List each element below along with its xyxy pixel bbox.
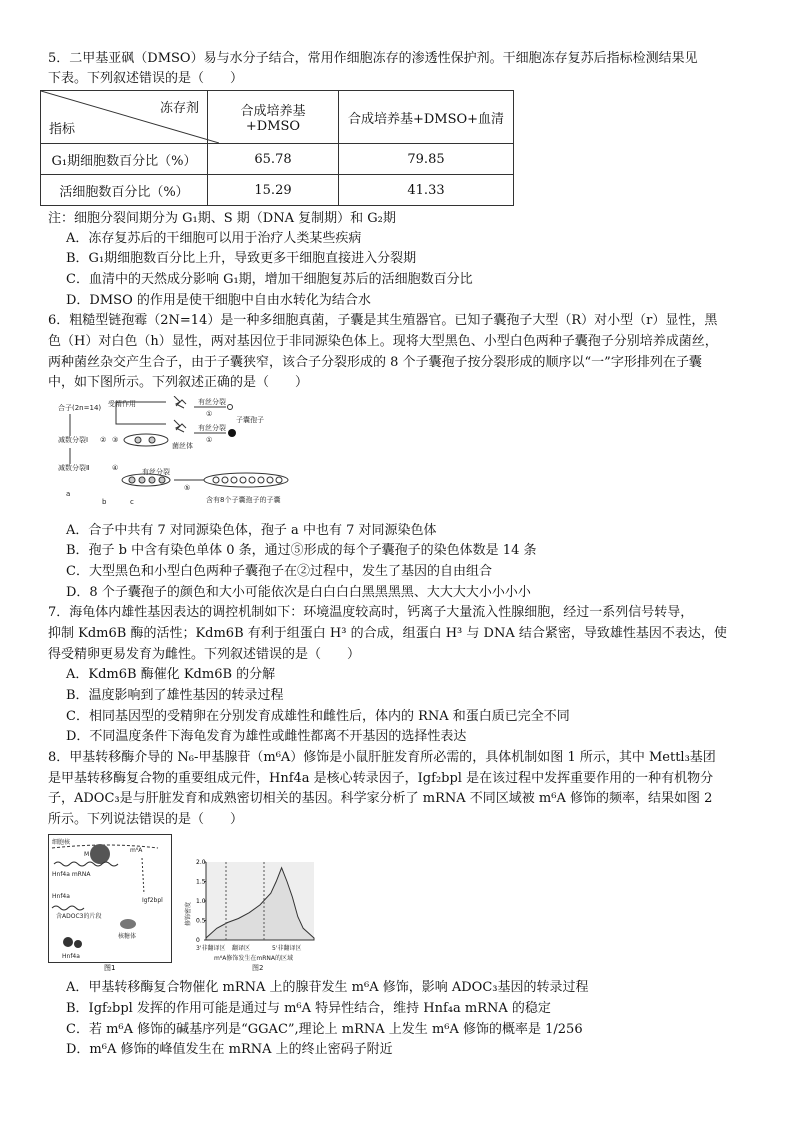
hnf4a-bottom-label: Hnf4a: [62, 953, 80, 960]
y-tick-label: 2.0: [196, 859, 206, 866]
q5-stem-line1: 5．二甲基亚砜（DMSO）易与水分子结合，常用作细胞冻存的渗透性保护剂。干细胞冻存复苏后指标检测结果见: [48, 51, 698, 66]
hnf4a-label: Hnf4a: [52, 893, 70, 900]
q5-stem-line2: 下表。下列叙述错误的是（ ）: [48, 71, 244, 86]
white-spore-icon: [228, 405, 233, 410]
table-row: [41, 144, 514, 175]
q5-option-a[interactable]: A．冻存复苏后的干细胞可以用于治疗人类某些疾病: [66, 231, 362, 246]
q6-stem-line1: 6．粗糙型链孢霉（2N=14）是一种多细胞真菌，子囊是其生殖器官。已知子囊孢子大型（R）对小型（r）显性，黑: [48, 313, 718, 328]
q8-stem-line4: 所示。下列说法错误的是（ ）: [48, 812, 244, 827]
x-category-label: 翻译区: [232, 945, 251, 952]
spore-b-label: b: [102, 498, 107, 506]
step-1-label: ①: [206, 436, 213, 444]
q6-stem-line3: 两种菌丝杂交产生合子，由于子囊狭窄，该合子分裂形成的 8 个子囊孢子按分裂形成的顺序以“一”字形排列在子囊: [48, 355, 702, 370]
spore-a-label: a: [66, 490, 71, 498]
ribosome-label: 核糖体: [118, 933, 137, 940]
mitosis-label: 有丝分裂: [198, 398, 226, 406]
figure2-caption: 图2: [252, 964, 264, 972]
protein-icon: [63, 937, 73, 947]
table-row-label: G₁期细胞数百分比（%）: [41, 144, 208, 175]
q6-lifecycle-diagram: [56, 396, 296, 514]
q6-option-d[interactable]: D．8 个子囊孢子的颜色和大小可能依次是白白白白黑黑黑黑、大大大大小小小小: [66, 585, 531, 600]
y-tick-label: 0.5: [196, 917, 206, 925]
corner-header-top: 冻存剂: [159, 101, 199, 116]
ascus-8-label: 含有8个子囊孢子的子囊: [206, 496, 281, 504]
y-tick-label: 1.0: [196, 898, 206, 905]
step-3-label: ③: [112, 436, 119, 444]
spore-c-label: c: [130, 498, 134, 506]
y-axis-label: 修饰密度: [185, 901, 192, 926]
q8-figure1-mechanism: [48, 834, 172, 972]
ribosome-icon: [120, 919, 136, 929]
step-1-label: ①: [206, 410, 213, 418]
table-cell: 79.85: [339, 144, 514, 175]
q5-table: [40, 90, 514, 206]
q7-option-a[interactable]: A．Kdm6B 酶催化 Kdm6B 的分解: [66, 667, 276, 682]
m6a-label: m⁶A: [130, 847, 143, 854]
q8-stem-line3: 子，ADOC₃是与肝脏发育和成熟密切相关的基因。科学家分析了 mRNA 不同区域被 m⁶A 修饰的频率，结果如图 2: [48, 791, 713, 806]
table-cell: 15.29: [208, 175, 339, 206]
figure1-caption: 图1: [104, 964, 116, 972]
q8-stem-line1: 8．甲基转移酶介导的 N₆-甲基腺苷（m⁶A）修饰是小鼠肝脏发育所必需的，具体机制如图 1 所示，其中 Mettl₃基团: [48, 750, 716, 765]
q6-option-b[interactable]: B．孢子 b 中含有染色单体 0 条，通过⑤形成的每个子囊孢子的染色体数是 14 条: [66, 543, 537, 558]
hyphae-label: 菌丝体: [172, 442, 193, 450]
igf2bpl-label: Igf2bpl: [142, 897, 163, 904]
hnf4a-mrna-label: Hnf4a mRNA: [52, 871, 91, 878]
m-label: M: [84, 851, 90, 858]
fertilization-label: 受精作用: [108, 400, 136, 408]
x-category-label: 5'非翻译区: [272, 945, 302, 952]
q5-note: 注：细胞分裂间期分为 G₁期、S 期（DNA 复制期）和 G₂期: [48, 211, 396, 226]
q6-option-c[interactable]: C．大型黑色和小型白色两种子囊孢子在②过程中，发生了基因的自由组合: [66, 564, 492, 579]
nucleus-label: 细胞核: [52, 839, 71, 846]
ascus-shape: [124, 434, 168, 446]
q8-option-a[interactable]: A．甲基转移酶复合物催化 mRNA 上的腺苷发生 m⁶A 修饰，影响 ADOC₃基因的转录过程: [66, 980, 589, 995]
q8-option-c[interactable]: C．若 m⁶A 修饰的碱基序列是“GGAC”,理论上 mRNA 上发生 m⁶A 修饰的概率是 1/256: [66, 1022, 583, 1037]
x-axis-label: m⁶A修饰发生在mRNA的区域: [214, 955, 293, 962]
q6-option-a[interactable]: A．合子中共有 7 对同源染色体，孢子 a 中也有 7 对同源染色体: [66, 523, 437, 538]
table-row: [41, 175, 514, 206]
methyltransferase-complex-icon: [90, 844, 110, 864]
mitosis-label: 有丝分裂: [142, 468, 170, 476]
q8-option-b[interactable]: B．Igf₂bpl 发挥的作用可能是通过与 m⁶A 特异性结合，维持 Hnf₄a mRNA 的稳定: [66, 1001, 551, 1016]
x-category-label: 3'非翻译区: [196, 945, 226, 952]
adoc3-fragment-label: 含ADOC3的片段: [56, 913, 102, 920]
table-corner-cell: [41, 91, 208, 144]
q7-option-b[interactable]: B．温度影响到了雄性基因的转录过程: [66, 688, 284, 703]
q5-option-b[interactable]: B．G₁期细胞数百分比上升，导致更多干细胞直接进入分裂期: [66, 251, 417, 266]
step-4-label: ④: [112, 464, 119, 472]
spore-label: 子囊孢子: [236, 416, 264, 424]
table-cell: 65.78: [208, 144, 339, 175]
q8-figure2-chart: [176, 856, 326, 974]
protein-icon: [74, 940, 82, 948]
q7-option-d[interactable]: D．不同温度条件下海龟发育为雄性或雌性都离不开基因的选择性表达: [66, 729, 467, 744]
q7-stem-line3: 得受精卵更易发育为雌性。下列叙述错误的是（ ）: [48, 647, 361, 662]
black-spore-icon: [228, 429, 236, 437]
meiosis2-label: 减数分裂Ⅱ: [58, 464, 90, 472]
corner-header-bottom: 指标: [49, 122, 76, 137]
table-col-header: 合成培养基+DMSO: [208, 91, 339, 144]
y-tick-label: 0: [196, 937, 200, 944]
q5-option-c[interactable]: C．血清中的天然成分影响 G₁期，增加干细胞复苏后的活细胞数百分比: [66, 272, 473, 287]
table-col-header: 合成培养基+DMSO+血清: [339, 91, 514, 144]
q6-stem-line4: 中，如下图所示。下列叙述正确的是（ ）: [48, 375, 309, 390]
hyphae-icon: [174, 420, 186, 432]
table-cell: 41.33: [339, 175, 514, 206]
step-5-label: ⑤: [184, 484, 191, 492]
q7-option-c[interactable]: C．相同基因型的受精卵在分别发育成雄性和雌性后，体内的 RNA 和蛋白质已完全不同: [66, 709, 570, 724]
table-row-label: 活细胞数百分比（%）: [41, 175, 208, 206]
meiosis1-label: 减数分裂Ⅰ: [58, 436, 89, 444]
step-2-label: ②: [100, 436, 107, 444]
hyphae-icon: [174, 396, 186, 408]
q7-stem-line1: 7．海龟体内雄性基因表达的调控机制如下：环境温度较高时，钙离子大量流入性腺细胞，经过一系列信号转导，: [48, 605, 694, 620]
q7-stem-line2: 抑制 Kdm6B 酶的活性；Kdm6B 有利于组蛋白 H³ 的合成，组蛋白 H³ 与 DNA 结合紧密，导致雄性基因不表达，使: [48, 626, 727, 641]
q5-option-d[interactable]: D．DMSO 的作用是使干细胞中自由水转化为结合水: [66, 293, 371, 308]
q6-stem-line2: 色（H）对白色（h）显性，两对基因位于非同源染色体上。现将大型黑色、小型白色两种子囊孢子分别培养成菌丝，: [48, 334, 718, 349]
mitosis-label: 有丝分裂: [198, 424, 226, 432]
y-tick-label: 1.5: [196, 878, 206, 886]
zygote-label: 合子(2n=14): [58, 404, 102, 412]
q8-option-d[interactable]: D．m⁶A 修饰的峰值发生在 mRNA 上的终止密码子附近: [66, 1042, 393, 1057]
q8-stem-line2: 是甲基转移酶复合物的重要组成元件，Hnf4a 是核心转录因子，Igf₂bpl 是在该过程中发挥重要作用的一种有机物分: [48, 771, 714, 786]
